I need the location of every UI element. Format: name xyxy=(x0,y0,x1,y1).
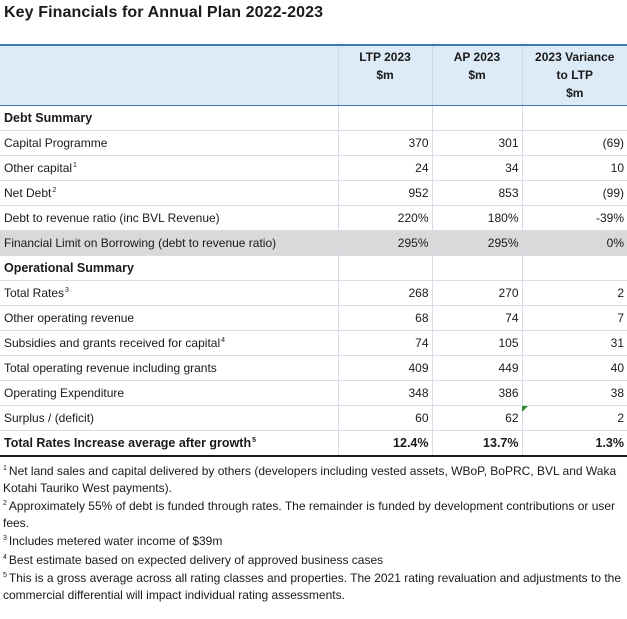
table-row: Other capital$^1$ 24 34 10 xyxy=(0,156,627,181)
footnote: $^2$ Approximately 55% of debt is funded through rates. The remainder is funded by development contributions or user fees. xyxy=(3,499,616,530)
table-row-borrowing-limit: Financial Limit on Borrowing (debt to revenue ratio) 295% 295% 0% xyxy=(0,231,627,256)
header-ltp-2023: LTP 2023 $m xyxy=(338,45,432,106)
table-row: Subsidies and grants received for capital$^4$ 74 105 31 xyxy=(0,331,627,356)
footnote: $^1$ Net land sales and capital delivered by others (developers including vested assets, WBoP, BoPRC, BVL and Waka Kotahi Tauriko West payments). xyxy=(3,464,617,495)
table-row: Net Debt$^2$ 952 853 (99) xyxy=(0,181,627,206)
table-row: Total Rates$^3$ 268 270 2 xyxy=(0,281,627,306)
header-ap-2023: AP 2023 $m xyxy=(432,45,522,106)
key-financials-table xyxy=(0,44,627,457)
footnote: $^3$ Includes metered water income of $39m xyxy=(3,534,223,548)
section-operational-summary: Operational Summary xyxy=(0,256,627,281)
table-header-row xyxy=(0,45,627,106)
table-row: Other operating revenue 68 74 7 xyxy=(0,306,627,331)
footnote: $^5$ This is a gross average across all rating classes and properties. The 2021 rating revaluation and adjustments to the commercial differential will impact individual rating assessments. xyxy=(3,571,622,602)
table-row: Surplus / (deficit) 60 62 2 xyxy=(0,406,627,431)
footnotes xyxy=(3,461,623,603)
table-row-total-rates-increase: Total Rates Increase average after growth$^5$ 12.4% 13.7% 1.3% xyxy=(0,431,627,457)
section-debt-summary: Debt Summary xyxy=(0,106,627,131)
cell-comment-indicator-icon xyxy=(522,406,528,412)
header-variance: 2023 Variance to LTP $m xyxy=(522,45,627,106)
table-row: Operating Expenditure 348 386 38 xyxy=(0,381,627,406)
table-row: Total operating revenue including grants 409 449 40 xyxy=(0,356,627,381)
table-row: Capital Programme 370 301 (69) xyxy=(0,131,627,156)
header-blank xyxy=(0,45,338,106)
table-row: Debt to revenue ratio (inc BVL Revenue) 220% 180% -39% xyxy=(0,206,627,231)
footnote: $^4$ Best estimate based on expected delivery of approved business cases xyxy=(3,552,384,567)
page-title: Key Financials for Annual Plan 2022-2023 xyxy=(4,4,324,21)
